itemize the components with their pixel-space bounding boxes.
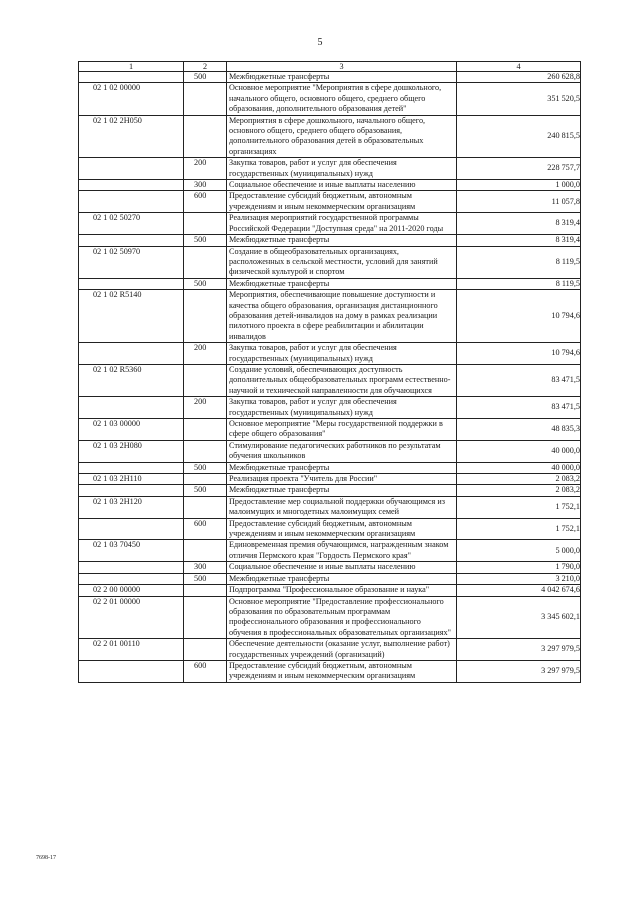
row-amount-cell: 1 790,0 <box>457 562 581 573</box>
row-code-cell: 02 2 00 00000 <box>79 585 184 596</box>
row-code-cell: 02 1 03 00000 <box>79 419 184 441</box>
row-name-cell: Социальное обеспечение и иные выплаты населению <box>227 180 457 191</box>
row-name-cell: Закупка товаров, работ и услуг для обеспечения государственных (муниципальных) нужд <box>227 397 457 419</box>
row-code-cell <box>79 158 184 180</box>
row-amount-cell: 351 520,5 <box>457 83 581 115</box>
row-name-cell: Подпрограмма "Профессиональное образование и наука" <box>227 585 457 596</box>
table-row <box>79 246 581 278</box>
table-row <box>79 72 581 83</box>
table-row <box>79 83 581 115</box>
row-name-cell: Основное мероприятие "Мероприятия в сфере дошкольного, начального общего, основного общего, среднего общего образования, дополнительного образования детей" <box>227 83 457 115</box>
row-name-cell: Предоставление субсидий бюджетным, автономным учреждениям и иным некоммерческим организациям <box>227 518 457 540</box>
row-amount-cell: 83 471,5 <box>457 397 581 419</box>
table-row <box>79 596 581 639</box>
row-expense-type-cell <box>184 115 227 158</box>
row-name-cell: Межбюджетные трансферты <box>227 485 457 496</box>
row-expense-type-cell <box>184 83 227 115</box>
row-name-cell: Закупка товаров, работ и услуг для обеспечения государственных (муниципальных) нужд <box>227 158 457 180</box>
table-row <box>79 562 581 573</box>
row-code-cell: 02 1 03 2Н080 <box>79 440 184 462</box>
row-name-cell: Создание в общеобразовательных организациях, расположенных в сельской местности, условий для занятий физической культурой и спортом <box>227 246 457 278</box>
row-amount-cell: 2 083,2 <box>457 474 581 485</box>
row-code-cell: 02 1 03 2Н120 <box>79 496 184 518</box>
row-code-cell: 02 1 02 R5140 <box>79 290 184 343</box>
row-expense-type-cell: 500 <box>184 72 227 83</box>
row-name-cell: Мероприятия в сфере дошкольного, начального общего, основного общего, среднего общего образования, дополнительного образования детей в образовательных организациях <box>227 115 457 158</box>
row-name-cell: Стимулирование педагогических работников по результатам обучения школьников <box>227 440 457 462</box>
row-expense-type-cell: 500 <box>184 235 227 246</box>
row-code-cell <box>79 191 184 213</box>
row-amount-cell: 1 000,0 <box>457 180 581 191</box>
row-expense-type-cell <box>184 496 227 518</box>
table-row <box>79 364 581 396</box>
table-row <box>79 639 581 661</box>
row-name-cell: Межбюджетные трансферты <box>227 462 457 473</box>
row-name-cell: Основное мероприятие "Предоставление профессионального образования по образовательным программам профессионального образования и профессионального обучения в профессиональных образовательных организациях" <box>227 596 457 639</box>
row-code-cell: 02 2 01 00000 <box>79 596 184 639</box>
table-row <box>79 343 581 365</box>
row-name-cell: Реализация мероприятий государственной программы Российской Федерации "Доступная среда" на 2011-2020 годы <box>227 213 457 235</box>
row-amount-cell: 3 345 602,1 <box>457 596 581 639</box>
table-row <box>79 397 581 419</box>
table-row <box>79 180 581 191</box>
row-amount-cell: 40 000,0 <box>457 440 581 462</box>
row-expense-type-cell: 500 <box>184 462 227 473</box>
row-amount-cell: 2 083,2 <box>457 485 581 496</box>
row-code-cell <box>79 485 184 496</box>
row-expense-type-cell: 500 <box>184 278 227 289</box>
row-amount-cell: 83 471,5 <box>457 364 581 396</box>
row-code-cell <box>79 573 184 584</box>
row-expense-type-cell <box>184 419 227 441</box>
row-amount-cell: 48 835,3 <box>457 419 581 441</box>
row-name-cell: Обеспечение деятельности (оказание услуг, выполнение работ) государственных учреждений (организаций) <box>227 639 457 661</box>
row-name-cell: Мероприятия, обеспечивающие повышение доступности и качества общего образования, организация дистанционного образования детей-инвалидов на дому в рамках реализации пилотного проекта в сфере реабилитации и абилитации инвалидов <box>227 290 457 343</box>
table-row <box>79 290 581 343</box>
row-amount-cell: 260 628,8 <box>457 72 581 83</box>
row-amount-cell: 4 042 674,6 <box>457 585 581 596</box>
table-row <box>79 585 581 596</box>
table-header-row <box>79 62 581 72</box>
table-row <box>79 235 581 246</box>
row-name-cell: Основное мероприятие "Меры государственной поддержки в сфере общего образования" <box>227 419 457 441</box>
row-expense-type-cell <box>184 540 227 562</box>
row-code-cell: 02 1 02 2Н050 <box>79 115 184 158</box>
row-amount-cell: 10 794,6 <box>457 343 581 365</box>
row-expense-type-cell: 200 <box>184 343 227 365</box>
row-code-cell <box>79 72 184 83</box>
row-code-cell: 02 2 01 00110 <box>79 639 184 661</box>
table-row <box>79 440 581 462</box>
column-header-4: 4 <box>457 62 581 72</box>
table-row <box>79 660 581 682</box>
row-code-cell <box>79 562 184 573</box>
row-expense-type-cell <box>184 585 227 596</box>
row-amount-cell: 11 057,8 <box>457 191 581 213</box>
row-code-cell <box>79 660 184 682</box>
row-name-cell: Межбюджетные трансферты <box>227 235 457 246</box>
row-code-cell: 02 1 03 2Н110 <box>79 474 184 485</box>
row-expense-type-cell <box>184 596 227 639</box>
table-row <box>79 462 581 473</box>
row-amount-cell: 40 000,0 <box>457 462 581 473</box>
column-header-1: 1 <box>79 62 184 72</box>
table-row <box>79 485 581 496</box>
row-expense-type-cell <box>184 639 227 661</box>
row-amount-cell: 3 297 979,5 <box>457 660 581 682</box>
row-amount-cell: 8 119,5 <box>457 278 581 289</box>
row-expense-type-cell: 500 <box>184 485 227 496</box>
row-expense-type-cell: 200 <box>184 158 227 180</box>
table-row <box>79 213 581 235</box>
row-code-cell: 02 1 03 70450 <box>79 540 184 562</box>
table-row <box>79 496 581 518</box>
row-code-cell <box>79 518 184 540</box>
row-code-cell <box>79 462 184 473</box>
row-expense-type-cell <box>184 290 227 343</box>
row-expense-type-cell <box>184 474 227 485</box>
row-code-cell: 02 1 02 50970 <box>79 246 184 278</box>
page-number: 5 <box>317 37 323 48</box>
row-name-cell: Предоставление субсидий бюджетным, автономным учреждениям и иным некоммерческим организациям <box>227 660 457 682</box>
row-amount-cell: 240 815,5 <box>457 115 581 158</box>
budget-table <box>78 61 581 683</box>
document-footer-code: 7698-17 <box>36 855 56 861</box>
row-expense-type-cell: 500 <box>184 573 227 584</box>
row-code-cell <box>79 278 184 289</box>
row-code-cell <box>79 397 184 419</box>
row-expense-type-cell <box>184 213 227 235</box>
table-row <box>79 158 581 180</box>
row-amount-cell: 228 757,7 <box>457 158 581 180</box>
budget-table-body <box>79 62 581 683</box>
row-expense-type-cell <box>184 246 227 278</box>
row-amount-cell: 8 319,4 <box>457 235 581 246</box>
column-header-2: 2 <box>184 62 227 72</box>
column-header-3: 3 <box>227 62 457 72</box>
row-name-cell: Создание условий, обеспечивающих доступность дополнительных общеобразовательных программ естественно-научной и технической направленности для обучающихся <box>227 364 457 396</box>
row-name-cell: Закупка товаров, работ и услуг для обеспечения государственных (муниципальных) нужд <box>227 343 457 365</box>
row-expense-type-cell: 600 <box>184 191 227 213</box>
row-expense-type-cell <box>184 440 227 462</box>
row-name-cell: Социальное обеспечение и иные выплаты населению <box>227 562 457 573</box>
row-amount-cell: 10 794,6 <box>457 290 581 343</box>
table-row <box>79 278 581 289</box>
row-amount-cell: 1 752,1 <box>457 496 581 518</box>
row-name-cell: Реализация проекта "Учитель для России" <box>227 474 457 485</box>
row-code-cell: 02 1 02 50270 <box>79 213 184 235</box>
row-expense-type-cell: 600 <box>184 660 227 682</box>
table-row <box>79 540 581 562</box>
row-code-cell <box>79 180 184 191</box>
row-code-cell <box>79 343 184 365</box>
row-amount-cell: 8 319,4 <box>457 213 581 235</box>
row-code-cell: 02 1 02 00000 <box>79 83 184 115</box>
row-expense-type-cell <box>184 364 227 396</box>
row-name-cell: Предоставление мер социальной поддержки обучающимся из малоимущих и многодетных малоимущих семей <box>227 496 457 518</box>
table-row <box>79 191 581 213</box>
table-row <box>79 573 581 584</box>
row-name-cell: Межбюджетные трансферты <box>227 72 457 83</box>
row-code-cell: 02 1 02 R5360 <box>79 364 184 396</box>
row-name-cell: Межбюджетные трансферты <box>227 573 457 584</box>
row-expense-type-cell: 300 <box>184 180 227 191</box>
row-amount-cell: 3 210,0 <box>457 573 581 584</box>
table-row <box>79 518 581 540</box>
row-expense-type-cell: 600 <box>184 518 227 540</box>
row-expense-type-cell: 300 <box>184 562 227 573</box>
row-amount-cell: 5 000,0 <box>457 540 581 562</box>
row-code-cell <box>79 235 184 246</box>
row-name-cell: Межбюджетные трансферты <box>227 278 457 289</box>
row-name-cell: Единовременная премия обучающимся, награжденным знаком отличия Пермского края "Гордость Пермского края" <box>227 540 457 562</box>
table-row <box>79 474 581 485</box>
row-amount-cell: 8 119,5 <box>457 246 581 278</box>
row-expense-type-cell: 200 <box>184 397 227 419</box>
table-row <box>79 419 581 441</box>
row-name-cell: Предоставление субсидий бюджетным, автономным учреждениям и иным некоммерческим организациям <box>227 191 457 213</box>
row-amount-cell: 3 297 979,5 <box>457 639 581 661</box>
table-row <box>79 115 581 158</box>
row-amount-cell: 1 752,1 <box>457 518 581 540</box>
